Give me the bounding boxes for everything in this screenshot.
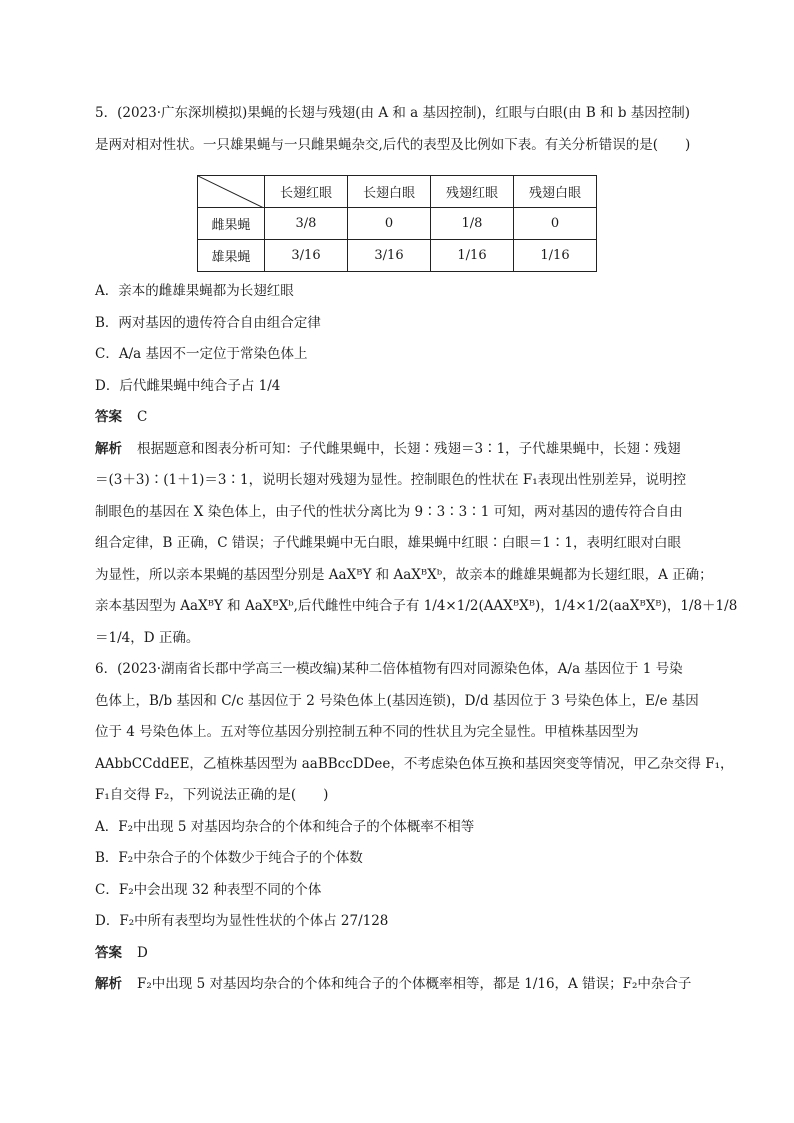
- q6-answer: [95, 938, 705, 970]
- q5-answer: [95, 402, 705, 434]
- table-cell: 1/16: [514, 240, 597, 272]
- document-page: [95, 98, 738, 1001]
- answer-value: C: [137, 409, 148, 425]
- q5-option-b: B．两对基因的遗传符合自由组合定律: [95, 314, 321, 331]
- q6-stem-line: 6．(2023·湖南省长郡中学高三一模改编)某种二倍体植物有四对同源染色体，A/a 基因位于 1 号染: [95, 661, 683, 677]
- q5-analysis-line: [95, 434, 705, 466]
- q5-stem-line-1: 5．(2023·广东深圳模拟)果蝇的长翅与残翅(由 A 和 a 基因控制)，红眼与白眼(由 B 和 b 基因控制): [95, 105, 691, 121]
- q5-stem-line-2: 是两对相对性状。一只雄果蝇与一只雌果蝇杂交,后代的表型及比例如下表。有关分析错误的是( ): [95, 136, 691, 153]
- table-header-cell: 残翅白眼: [514, 176, 597, 208]
- table-cell: 0: [348, 208, 431, 240]
- table-row: [198, 240, 597, 272]
- answer-value: D: [137, 944, 148, 961]
- answer-label: 答案: [95, 944, 122, 961]
- table-row: [198, 208, 597, 240]
- table-cell: 1/16: [431, 240, 514, 272]
- q5-analysis-line: 亲本基因型为 AaXᴮY 和 AaXᴮXᵇ,后代雌性中纯合子有 1/4×1/2(AAXᴮXᴮ)，1/4×1/2(aaXᴮXᴮ)，1/8＋1/8: [95, 598, 738, 614]
- table-header-row: [198, 176, 597, 208]
- q6-stem-line: 位于 4 号染色体上。五对等位基因分别控制五种不同的性状且为完全显性。甲植株基因型为: [95, 724, 639, 740]
- table-header-cell: 长翅红眼: [265, 176, 348, 208]
- table-corner-cell: [198, 176, 265, 208]
- q6-stem-line: 色体上，B/b 基因和 C/c 基因位于 2 号染色体上(基因连锁)，D/d 基因位于 3 号染色体上，E/e 基因: [95, 692, 699, 709]
- analysis-text: 根据题意和图表分析可知：子代雌果蝇中，长翅∶残翅＝3∶1，子代雄果蝇中，长翅∶残翅: [137, 440, 681, 457]
- q6-option-d: D．F₂中所有表型均为显性性状的个体占 27/128: [95, 913, 389, 929]
- q5-analysis-line: ＝(3＋3)∶(1＋1)＝3∶1，说明长翅对残翅为显性。控制眼色的性状在 F₁表现出性别差异，说明控: [95, 472, 687, 488]
- q5-option-d: D．后代雌果蝇中纯合子占 1/4: [95, 377, 281, 394]
- analysis-text: F₂中出现 5 对基因均杂合的个体和纯合子的个体概率相等，都是 1/16，A 错误；F₂中杂合子: [137, 976, 692, 992]
- table-header-cell: 残翅红眼: [431, 176, 514, 208]
- q5-option-a: A．亲本的雌雄果蝇都为长翅红眼: [95, 283, 294, 299]
- table-row-label: 雌果蝇: [198, 208, 265, 240]
- answer-label: 答案: [95, 409, 122, 425]
- q6-stem-line: F₁自交得 F₂，下列说法正确的是( ): [95, 787, 329, 803]
- table-cell: 3/16: [265, 240, 348, 272]
- q6-stem-line: AAbbCCddEE，乙植株基因型为 aaBBccDDee，不考虑染色体互换和基因突变等情况，甲乙杂交得 F₁，: [95, 755, 734, 772]
- diagonal-line-icon: [198, 176, 264, 208]
- analysis-label: 解析: [95, 976, 122, 992]
- table-cell: 1/8: [431, 208, 514, 240]
- q6-option-a: A．F₂中出现 5 对基因均杂合的个体和纯合子的个体概率不相等: [95, 818, 475, 835]
- q5-analysis-line: 组合定律，B 正确，C 错误；子代雌果蝇中无白眼，雄果蝇中红眼∶白眼＝1∶1，表明红眼对白眼: [95, 535, 682, 551]
- table-cell: 3/16: [348, 240, 431, 272]
- q5-option-c: C．A/a 基因不一定位于常染色体上: [95, 346, 308, 362]
- q5-data-table: [197, 175, 597, 272]
- analysis-label: 解析: [95, 440, 122, 457]
- q6-option-c: C．F₂中会出现 32 种表型不同的个体: [95, 881, 322, 898]
- table-cell: 3/8: [265, 208, 348, 240]
- q6-option-b: B．F₂中杂合子的个体数少于纯合子的个体数: [95, 850, 363, 866]
- table-header-cell: 长翅白眼: [348, 176, 431, 208]
- q5-analysis-line: 制眼色的基因在 X 染色体上，由子代的性状分离比为 9∶3∶3∶1 可知，两对基因的遗传符合自由: [95, 503, 683, 520]
- table-row-label: 雄果蝇: [198, 240, 265, 272]
- q6-analysis-line: [95, 969, 705, 1001]
- table-cell: 0: [514, 208, 597, 240]
- q5-analysis-line: 为显性，所以亲本果蝇的基因型分别是 AaXᴮY 和 AaXᴮXᵇ，故亲本的雌雄果蝇都为长翅红眼，A 正确；: [95, 566, 713, 583]
- q5-analysis-line: ＝1/4，D 正确。: [95, 629, 200, 646]
